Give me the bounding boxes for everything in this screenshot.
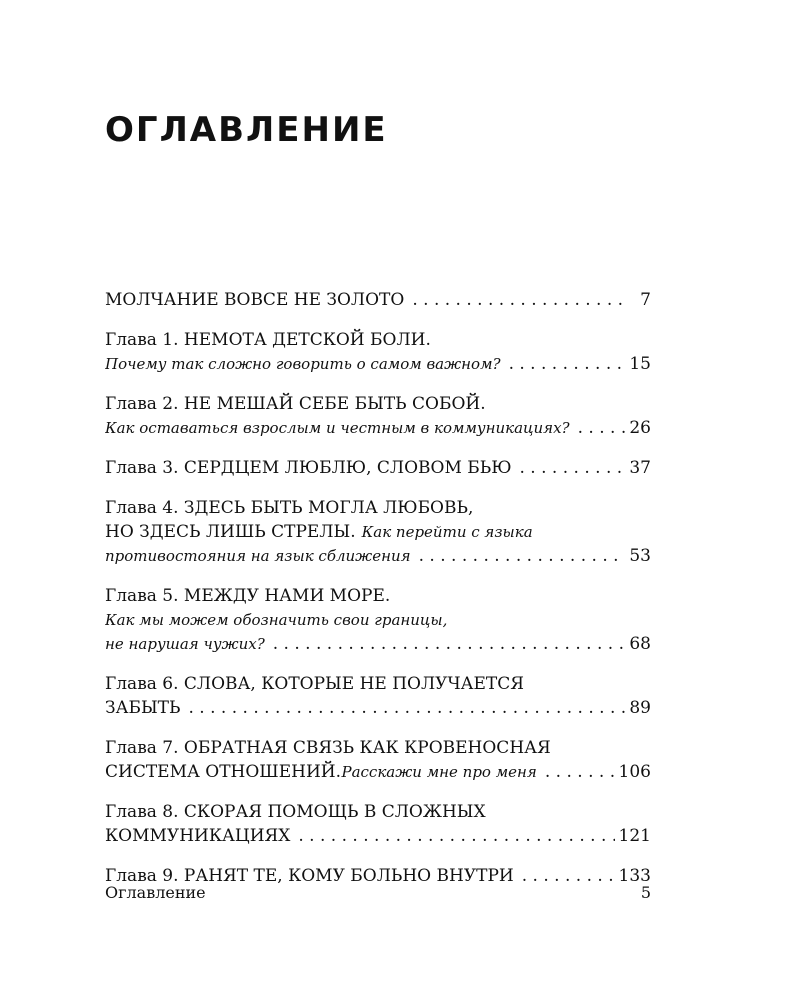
toc-entry-chapter-3[interactable] (105, 456, 651, 480)
entry-title: Глава 9. РАНЯТ ТЕ, КОМУ БОЛЬНО ВНУТРИ (105, 866, 514, 886)
toc-entry-chapter-8[interactable] (105, 800, 651, 848)
dot-leader (188, 696, 625, 720)
entry-subtitle-continued: не нарушая чужих? (105, 635, 265, 653)
entry-subtitle: Как оставаться взрослым и честным в коммуникациях? (105, 419, 570, 437)
toc-entry-chapter-6[interactable] (105, 672, 651, 720)
dot-leader (273, 632, 626, 656)
dot-leader (520, 456, 626, 480)
entry-subtitle: Расскажи мне про меня (341, 763, 537, 781)
entry-title: Глава 3. СЕРДЦЕМ ЛЮБЛЮ, СЛОВОМ БЬЮ (105, 458, 512, 478)
table-of-contents (105, 288, 651, 904)
toc-entry-chapter-2[interactable] (105, 392, 651, 440)
entry-title: Глава 8. СКОРАЯ ПОМОЩЬ В СЛОЖНЫХ (105, 802, 486, 822)
page-number: 26 (629, 418, 651, 438)
entry-title-continued: НО ЗДЕСЬ ЛИШЬ СТРЕЛЫ. (105, 522, 356, 542)
dot-leader (545, 760, 615, 784)
page-number: 133 (618, 866, 651, 886)
entry-title: Глава 6. СЛОВА, КОТОРЫЕ НЕ ПОЛУЧАЕТСЯ (105, 674, 524, 694)
toc-entry-chapter-4[interactable] (105, 496, 651, 568)
page-number: 121 (618, 826, 651, 846)
entry-subtitle-continued: противостояния на язык сближения (105, 547, 411, 565)
page-number: 7 (640, 290, 651, 310)
entry-title: МОЛЧАНИЕ ВОВСЕ НЕ ЗОЛОТО (105, 290, 405, 310)
entry-title: Глава 1. НЕМОТА ДЕТСКОЙ БОЛИ. (105, 330, 431, 350)
page-number: 89 (629, 698, 651, 718)
toc-entry-chapter-5[interactable] (105, 584, 651, 656)
entry-title-continued: КОММУНИКАЦИЯХ (105, 826, 291, 846)
entry-subtitle: Как мы можем обозначить свои границы, (105, 611, 448, 629)
entry-title: Глава 2. НЕ МЕШАЙ СЕБЕ БЫТЬ СОБОЙ. (105, 394, 486, 414)
page-number: 68 (629, 634, 651, 654)
toc-entry-chapter-7[interactable] (105, 736, 651, 784)
page-number: 15 (629, 354, 651, 374)
page-footer (105, 883, 651, 902)
dot-leader (298, 824, 614, 848)
running-footer-label: Оглавление (105, 883, 206, 902)
toc-entry-intro[interactable] (105, 288, 651, 312)
page-title: ОГЛАВЛЕНИЕ (105, 110, 388, 150)
entry-title-continued: СИСТЕМА ОТНОШЕНИЙ. (105, 762, 341, 782)
toc-entry-chapter-1[interactable] (105, 328, 651, 376)
entry-title: Глава 4. ЗДЕСЬ БЫТЬ МОГЛА ЛЮБОВЬ, (105, 498, 474, 518)
page-number: 53 (629, 546, 651, 566)
entry-subtitle: Почему так сложно говорить о самом важном? (105, 355, 501, 373)
entry-title: Глава 5. МЕЖДУ НАМИ МОРЕ. (105, 586, 391, 606)
dot-leader (509, 352, 626, 376)
dot-leader (412, 288, 627, 312)
footer-page-number: 5 (640, 883, 651, 902)
entry-subtitle: Как перейти с языка (361, 523, 533, 541)
dot-leader (578, 416, 626, 440)
page-number: 106 (618, 762, 651, 782)
entry-title: Глава 7. ОБРАТНАЯ СВЯЗЬ КАК КРОВЕНОСНАЯ (105, 738, 551, 758)
dot-leader (419, 544, 626, 568)
entry-title-continued: ЗАБЫТЬ (105, 698, 181, 718)
page-number: 37 (629, 458, 651, 478)
